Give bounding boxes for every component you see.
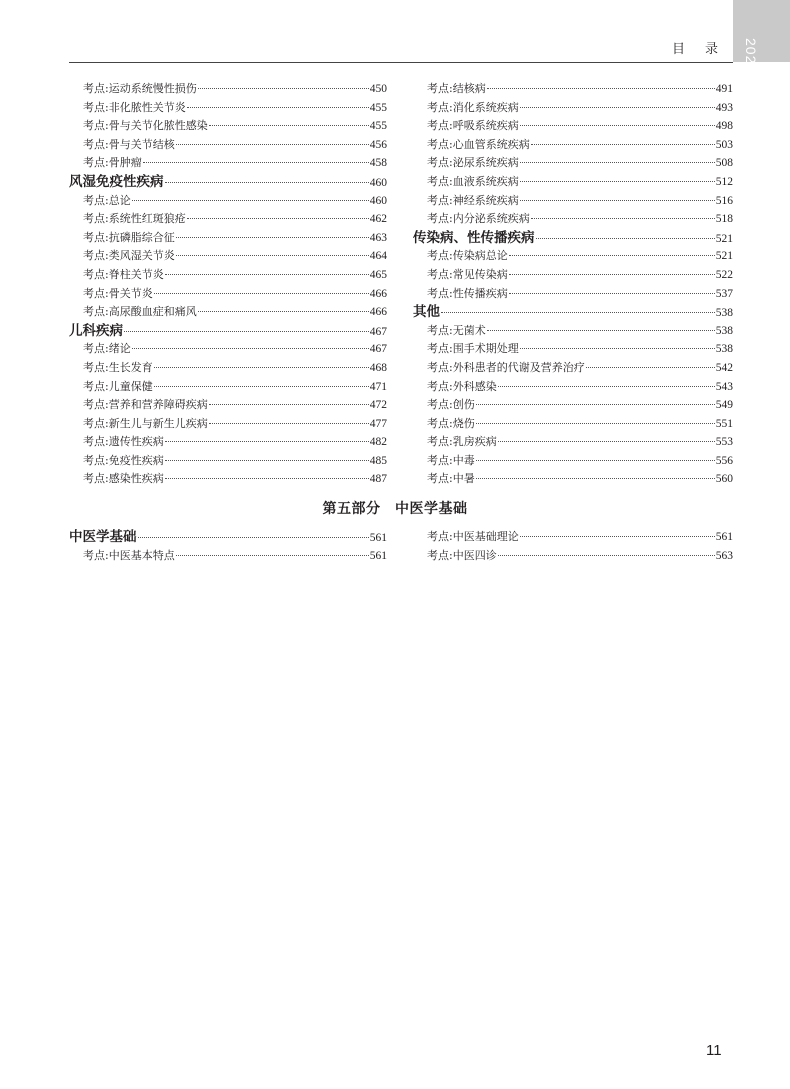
dot-leader [498, 555, 715, 556]
part-five-right-column [413, 528, 733, 565]
dot-leader [124, 331, 369, 332]
dot-leader [143, 162, 369, 163]
page-header-title: 目录 [672, 42, 739, 57]
toc-entry-title: 考点:儿童保健 [83, 379, 153, 393]
dot-leader [209, 404, 369, 405]
toc-entry-title: 考点:泌尿系统疾病 [427, 156, 519, 170]
dot-leader [165, 182, 369, 183]
toc-entry-page: 521 [715, 250, 733, 263]
toc-topic-entry[interactable] [69, 266, 387, 285]
toc-topic-entry[interactable] [413, 266, 733, 285]
toc-topic-entry[interactable] [69, 285, 387, 304]
toc-entry-title: 考点:性传播疾病 [427, 286, 508, 300]
toc-topic-entry[interactable] [413, 340, 733, 359]
toc-topic-entry[interactable] [413, 210, 733, 229]
dot-leader [165, 274, 369, 275]
page-number: 11 [706, 1042, 722, 1059]
dot-leader [476, 404, 715, 405]
dot-leader [476, 423, 715, 424]
dot-leader [487, 330, 715, 331]
toc-topic-entry[interactable] [69, 303, 387, 322]
dot-leader [132, 348, 369, 349]
toc-entry-title: 考点:绪论 [83, 342, 131, 356]
toc-topic-entry[interactable] [413, 99, 733, 118]
dot-leader [138, 537, 369, 538]
dot-leader [520, 181, 715, 182]
toc-topic-entry[interactable] [69, 117, 387, 136]
toc-entry-page: 467 [369, 325, 387, 338]
toc-topic-entry[interactable] [69, 136, 387, 155]
toc-topic-entry[interactable] [413, 547, 733, 566]
toc-entry-title: 考点:结核病 [427, 82, 486, 95]
dot-leader [176, 237, 369, 238]
toc-topic-entry[interactable] [413, 378, 733, 397]
dot-leader [509, 255, 715, 256]
dot-leader [586, 367, 715, 368]
dot-leader [531, 144, 715, 145]
toc-entry-title: 考点:系统性红斑狼疮 [83, 212, 186, 226]
toc-section-entry[interactable] [69, 322, 387, 341]
dot-leader [154, 293, 369, 294]
toc-entry-title: 考点:高尿酸血症和痛风 [83, 305, 197, 319]
toc-topic-entry[interactable] [413, 80, 733, 99]
toc-entry-title: 考点:骨与关节结核 [83, 137, 175, 151]
toc-topic-entry[interactable] [413, 433, 733, 452]
toc-entry-title: 考点:新生儿与新生儿疾病 [83, 416, 208, 430]
toc-entry-page: 485 [369, 454, 387, 467]
year-tab [733, 0, 790, 74]
toc-topic-entry[interactable] [69, 80, 387, 99]
dot-leader [509, 293, 715, 294]
toc-entry-title: 考点:烧伤 [427, 416, 475, 430]
toc-topic-entry[interactable] [69, 229, 387, 248]
toc-entry-title: 考点:无菌术 [427, 323, 486, 337]
toc-entry-page: 521 [715, 232, 733, 245]
toc-section-entry[interactable] [413, 229, 733, 248]
toc-topic-entry[interactable] [413, 173, 733, 192]
toc-entry-page: 556 [715, 454, 733, 467]
toc-entry-page: 460 [369, 194, 387, 207]
toc-entry-title: 其他 [413, 304, 440, 321]
toc-entry-title: 风湿免疫性疾病 [69, 173, 164, 190]
toc-entry-page: 522 [715, 268, 733, 281]
toc-topic-entry[interactable] [413, 117, 733, 136]
toc-entry-page: 468 [369, 361, 387, 374]
toc-entry-page: 512 [715, 175, 733, 188]
toc-entry-page: 471 [369, 380, 387, 393]
toc-entry-page: 561 [715, 531, 733, 543]
dot-leader [198, 88, 369, 89]
toc-entry-page: 450 [369, 83, 387, 95]
toc-entry-page: 464 [369, 250, 387, 263]
toc-left-column [69, 80, 387, 489]
toc-entry-title: 考点:心血管系统疾病 [427, 137, 530, 151]
toc-entry-title: 考点:神经系统疾病 [427, 193, 519, 207]
dot-leader [154, 386, 369, 387]
toc-entry-page: 460 [369, 176, 387, 189]
toc-topic-entry[interactable] [69, 547, 387, 566]
toc-topic-entry[interactable] [69, 470, 387, 489]
toc-entry-page: 561 [369, 549, 387, 562]
toc-topic-entry[interactable] [413, 285, 733, 304]
toc-entry-title: 考点:血液系统疾病 [427, 174, 519, 188]
toc-topic-entry[interactable] [69, 340, 387, 359]
toc-topic-entry[interactable] [69, 415, 387, 434]
dot-leader [487, 88, 715, 89]
toc-entry-page: 516 [715, 194, 733, 207]
toc-entry-title: 考点:骨肿瘤 [83, 156, 142, 170]
toc-section-entry[interactable] [69, 173, 387, 192]
dot-leader [187, 218, 369, 219]
toc-entry-page: 466 [369, 287, 387, 300]
toc-entry-title: 传染病、性传播疾病 [413, 229, 535, 246]
toc-topic-entry[interactable] [69, 192, 387, 211]
toc-entry-page: 456 [369, 138, 387, 151]
toc-entry-title: 儿科疾病 [69, 322, 123, 339]
dot-leader [198, 311, 369, 312]
toc-entry-page: 455 [369, 101, 387, 114]
toc-entry-title: 考点:消化系统疾病 [427, 100, 519, 114]
dot-leader [165, 441, 369, 442]
dot-leader [187, 107, 369, 108]
toc-entry-page: 543 [715, 380, 733, 393]
toc-right-column [413, 80, 733, 489]
toc-entry-page: 561 [369, 532, 387, 544]
toc-entry-title: 考点:中医四诊 [427, 548, 497, 562]
year-label: 2026 [743, 38, 759, 74]
dot-leader [476, 460, 715, 461]
toc-entry-page: 518 [715, 213, 733, 226]
toc-entry-page: 508 [715, 157, 733, 170]
toc-entry-page: 537 [715, 287, 733, 300]
toc-entry-page: 493 [715, 101, 733, 114]
dot-leader [498, 386, 715, 387]
dot-leader [520, 162, 715, 163]
toc-entry-title: 考点:呼吸系统疾病 [427, 119, 519, 133]
dot-leader [531, 218, 715, 219]
toc-entry-page: 560 [715, 473, 733, 486]
toc-entry-page: 482 [369, 436, 387, 449]
dot-leader [176, 144, 369, 145]
toc-entry-page: 563 [715, 549, 733, 562]
toc-entry-title: 考点:类风湿关节炎 [83, 249, 175, 263]
toc-topic-entry[interactable] [413, 528, 733, 547]
toc-entry-title: 考点:骨关节炎 [83, 286, 153, 300]
toc-entry-title: 考点:运动系统慢性损伤 [83, 82, 197, 95]
toc-entry-title: 考点:围手术期处理 [427, 342, 519, 356]
dot-leader [520, 348, 715, 349]
toc-entry-page: 472 [369, 399, 387, 412]
part-five-title: 第五部分 中医学基础 [322, 501, 468, 517]
dot-leader [176, 555, 369, 556]
toc-section-entry[interactable] [69, 528, 387, 547]
toc-topic-entry[interactable] [413, 470, 733, 489]
toc-entry-title: 考点:常见传染病 [427, 267, 508, 281]
toc-entry-page: 477 [369, 417, 387, 430]
toc-topic-entry[interactable] [413, 359, 733, 378]
toc-entry-page: 538 [715, 343, 733, 356]
toc-entry-title: 考点:非化脓性关节炎 [83, 100, 186, 114]
toc-entry-page: 538 [715, 324, 733, 337]
dot-leader [165, 460, 369, 461]
toc-topic-entry[interactable] [413, 154, 733, 173]
dot-leader [536, 238, 715, 239]
dot-leader [441, 312, 715, 313]
toc-entry-page: 462 [369, 213, 387, 226]
toc-entry-title: 考点:外科感染 [427, 379, 497, 393]
toc-entry-title: 考点:中医基本特点 [83, 548, 175, 562]
toc-entry-title: 考点:中医基础理论 [427, 530, 519, 543]
toc-entry-page: 549 [715, 399, 733, 412]
dot-leader [154, 367, 369, 368]
toc-section-entry[interactable] [413, 303, 733, 322]
toc-entry-title: 考点:传染病总论 [427, 249, 508, 263]
toc-entry-title: 考点:脊柱关节炎 [83, 267, 164, 281]
toc-entry-page: 466 [369, 306, 387, 319]
toc-entry-title: 考点:内分泌系统疾病 [427, 212, 530, 226]
toc-entry-page: 491 [715, 83, 733, 95]
toc-topic-entry[interactable] [69, 247, 387, 266]
header-divider [69, 62, 733, 63]
toc-entry-page: 458 [369, 157, 387, 170]
toc-entry-title: 考点:中毒 [427, 453, 475, 467]
dot-leader [209, 125, 369, 126]
toc-entry-title: 考点:生长发育 [83, 360, 153, 374]
toc-topic-entry[interactable] [413, 247, 733, 266]
dot-leader [520, 200, 715, 201]
toc-entry-page: 455 [369, 120, 387, 133]
toc-entry-title: 考点:感染性疾病 [83, 472, 164, 486]
toc-topic-entry[interactable] [413, 396, 733, 415]
toc-topic-entry[interactable] [413, 415, 733, 434]
dot-leader [498, 441, 715, 442]
part-five-left-column [69, 528, 387, 565]
toc-entry-page: 503 [715, 138, 733, 151]
toc-topic-entry[interactable] [413, 452, 733, 471]
dot-leader [520, 107, 715, 108]
toc-topic-entry[interactable] [69, 378, 387, 397]
toc-topic-entry[interactable] [69, 359, 387, 378]
dot-leader [520, 536, 715, 537]
dot-leader [520, 125, 715, 126]
dot-leader [209, 423, 369, 424]
toc-entry-page: 465 [369, 268, 387, 281]
toc-entry-page: 467 [369, 343, 387, 356]
dot-leader [132, 200, 369, 201]
toc-topic-entry[interactable] [69, 154, 387, 173]
toc-entry-page: 538 [715, 307, 733, 320]
toc-topic-entry[interactable] [413, 136, 733, 155]
toc-entry-page: 551 [715, 417, 733, 430]
toc-entry-title: 考点:乳房疾病 [427, 435, 497, 449]
toc-topic-entry[interactable] [413, 322, 733, 341]
toc-entry-title: 考点:外科患者的代谢及营养治疗 [427, 360, 585, 374]
toc-entry-title: 考点:总论 [83, 193, 131, 207]
toc-topic-entry[interactable] [69, 433, 387, 452]
toc-entry-title: 考点:抗磷脂综合征 [83, 230, 175, 244]
toc-entry-title: 考点:骨与关节化脓性感染 [83, 119, 208, 133]
toc-entry-title: 考点:遗传性疾病 [83, 435, 164, 449]
toc-entry-title: 考点:免疫性疾病 [83, 453, 164, 467]
toc-topic-entry[interactable] [69, 210, 387, 229]
toc-topic-entry[interactable] [69, 396, 387, 415]
toc-entry-title: 中医学基础 [69, 529, 137, 545]
toc-entry-page: 553 [715, 436, 733, 449]
toc-entry-page: 463 [369, 231, 387, 244]
toc-topic-entry[interactable] [69, 99, 387, 118]
toc-entry-page: 487 [369, 473, 387, 486]
dot-leader [476, 478, 715, 479]
toc-entry-page: 542 [715, 361, 733, 374]
toc-entry-title: 考点:中暑 [427, 472, 475, 486]
dot-leader [176, 255, 369, 256]
dot-leader [509, 274, 715, 275]
toc-topic-entry[interactable] [413, 192, 733, 211]
dot-leader [165, 478, 369, 479]
toc-entry-title: 考点:创伤 [427, 398, 475, 412]
toc-entry-title: 考点:营养和营养障碍疾病 [83, 398, 208, 412]
toc-topic-entry[interactable] [69, 452, 387, 471]
toc-entry-page: 498 [715, 120, 733, 133]
